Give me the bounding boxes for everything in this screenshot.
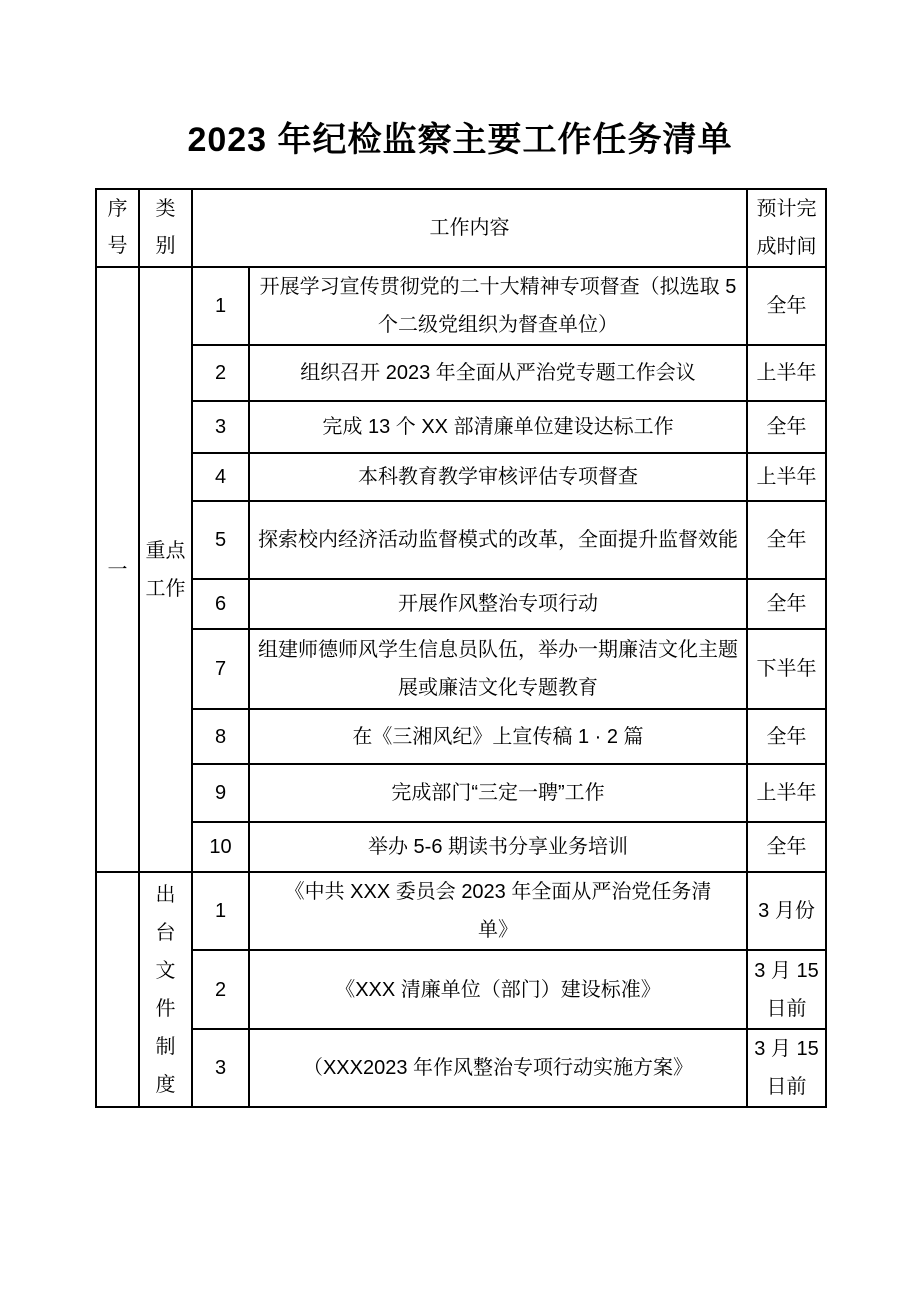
header-content: 工作内容 xyxy=(192,189,747,267)
table-row xyxy=(96,267,826,345)
row-number: 9 xyxy=(192,764,249,822)
row-number: 2 xyxy=(192,345,249,401)
header-category-label: 类别 xyxy=(155,198,176,257)
table-row xyxy=(96,579,826,629)
row-number: 1 xyxy=(192,267,249,345)
task-table xyxy=(95,188,827,1108)
section2-seq-cell xyxy=(96,872,139,1107)
table-row xyxy=(96,764,826,822)
section1-category-cell xyxy=(139,267,192,872)
table-row xyxy=(96,401,826,453)
document-title: 2023 年纪检监察主要工作任务清单 xyxy=(187,121,733,159)
header-category xyxy=(139,189,192,267)
row-content: 完成 13 个 XX 部清廉单位建设达标工作 xyxy=(249,401,747,453)
table-row xyxy=(96,1029,826,1107)
row-content: （XXX2023 年作风整治专项行动实施方案》 xyxy=(249,1029,747,1107)
table-row xyxy=(96,453,826,501)
row-content xyxy=(249,872,747,950)
section1-category-label: 重点工作 xyxy=(145,539,186,600)
row-time: 3 月份 xyxy=(747,872,826,950)
row-number: 3 xyxy=(192,1029,249,1107)
row-time: 3 月 15 日前 xyxy=(747,950,826,1029)
row-time: 全年 xyxy=(747,579,826,629)
row-content-text: 《中共 XXX 委员会 2023 年全面从严治党任务清单》 xyxy=(284,881,712,941)
row-number: 3 xyxy=(192,401,249,453)
table-row xyxy=(96,709,826,764)
header-time: 预计完成时间 xyxy=(747,189,826,267)
row-time: 全年 xyxy=(747,501,826,579)
row-time: 全年 xyxy=(747,709,826,764)
table-row xyxy=(96,872,826,950)
header-seq xyxy=(96,189,139,267)
row-time: 上半年 xyxy=(747,345,826,401)
row-time: 全年 xyxy=(747,267,826,345)
table-row xyxy=(96,501,826,579)
row-content: 组织召开 2023 年全面从严治党专题工作会议 xyxy=(249,345,747,401)
row-number: 5 xyxy=(192,501,249,579)
row-time: 下半年 xyxy=(747,629,826,709)
header-seq-label: 序号 xyxy=(107,198,128,257)
row-time: 上半年 xyxy=(747,453,826,501)
row-content: 本科教育教学审核评估专项督查 xyxy=(249,453,747,501)
section1-seq-cell: 一 xyxy=(96,267,139,872)
row-content: 开展学习宣传贯彻党的二十大精神专项督查（拟选取 5 个二级党组织为督查单位） xyxy=(249,267,747,345)
row-time: 3 月 15 日前 xyxy=(747,1029,826,1107)
table-row xyxy=(96,629,826,709)
table-row xyxy=(96,345,826,401)
row-number: 10 xyxy=(192,822,249,872)
row-time: 上半年 xyxy=(747,764,826,822)
table-header-row xyxy=(96,189,826,267)
row-content: 《XXX 清廉单位（部门）建设标准》 xyxy=(249,950,747,1029)
section2-category-cell xyxy=(139,872,192,1107)
row-number: 8 xyxy=(192,709,249,764)
row-content: 探索校内经济活动监督模式的改革，全面提升监督效能 xyxy=(249,501,747,579)
row-number: 6 xyxy=(192,579,249,629)
table-row xyxy=(96,822,826,872)
row-content: 组建师德师风学生信息员队伍，举办一期廉洁文化主题展或廉洁文化专题教育 xyxy=(249,629,747,709)
row-number: 2 xyxy=(192,950,249,1029)
row-number: 7 xyxy=(192,629,249,709)
row-content: 开展作风整治专项行动 xyxy=(249,579,747,629)
row-content: 在《三湘风纪》上宣传稿 1 · 2 篇 xyxy=(249,709,747,764)
row-number: 1 xyxy=(192,872,249,950)
row-number: 4 xyxy=(192,453,249,501)
row-time: 全年 xyxy=(747,822,826,872)
row-time: 全年 xyxy=(747,401,826,453)
table-row xyxy=(96,950,826,1029)
row-content: 举办 5-6 期读书分享业务培训 xyxy=(249,822,747,872)
row-content: 完成部门“三定一聘”工作 xyxy=(249,764,747,822)
section2-category-label: 出台文件制度 xyxy=(155,883,176,1096)
